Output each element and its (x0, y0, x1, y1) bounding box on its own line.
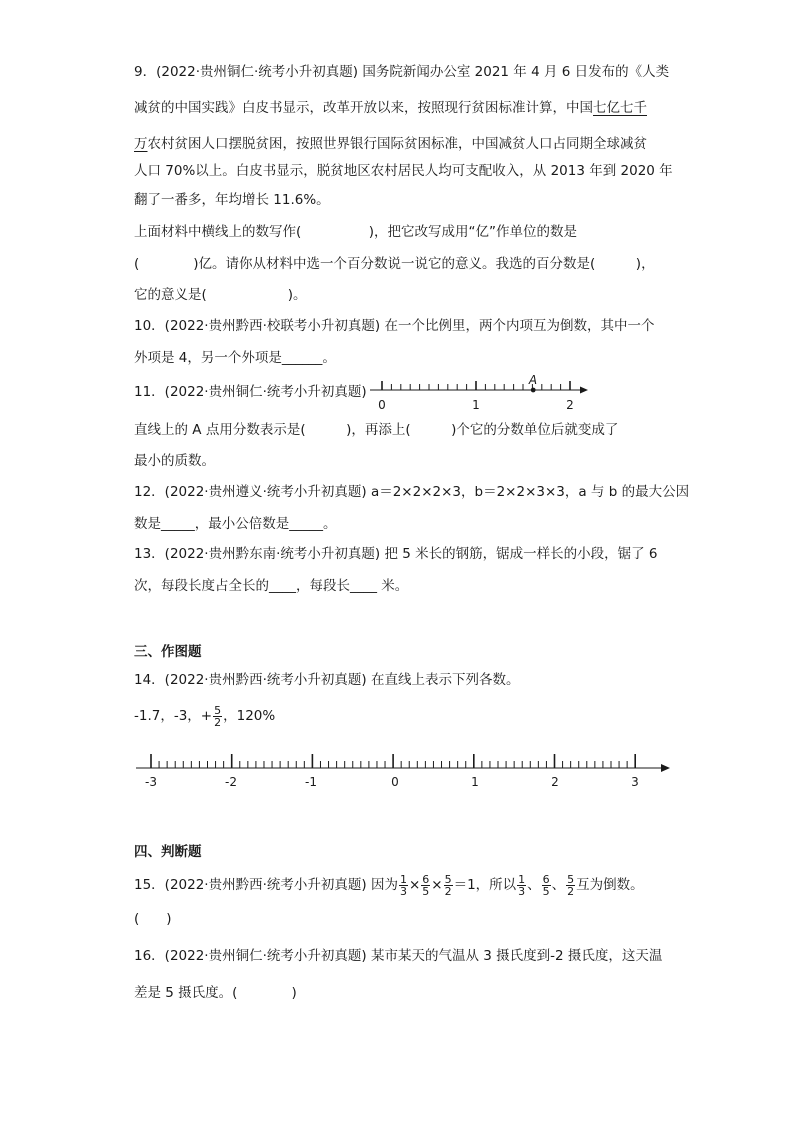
q15-frac-6-num: 5 (567, 872, 575, 886)
q15-frac-3 (444, 874, 453, 897)
q11-line2: 直线上的 A 点用分数表示是( )，再添上( )个它的分数单位后就变成了 (134, 422, 619, 438)
q12-line2: 数是_____，最小公倍数是_____。 (134, 516, 337, 532)
q15-frac-4 (517, 874, 526, 897)
q15-frac-1 (399, 874, 408, 897)
q9-line3 (134, 134, 647, 154)
q15-frac-1-num: 1 (399, 872, 407, 886)
q14-axis-label-neg1: -1 (305, 775, 317, 789)
q15-frac-5-den: 5 (542, 884, 550, 898)
q15-sep-1: 、 (527, 877, 541, 893)
q14-line1: 14．(2022·贵州黔西·统考小升初真题) 在直线上表示下列各数。 (134, 672, 520, 688)
q9-line4: 人口 70%以上。白皮书显示，脱贫地区农村居民人均可支配收入，从 2013 年到 2020 年 (134, 163, 673, 179)
q15-times-2: × (431, 877, 443, 893)
q14-axis-label-2: 2 (551, 775, 559, 789)
q16-line1: 16．(2022·贵州铜仁·统考小升初真题) 某市某天的气温从 3 摄氏度到-2 摄氏度，这天温 (134, 948, 663, 964)
q14-axis-label-neg2: -2 (225, 775, 237, 789)
q11-tick-label-1: 1 (472, 398, 480, 412)
q9-underlined-number-part1: 七亿七千 (593, 100, 647, 116)
q9-line7: ( )亿。请你从材料中选一个百分数说一说它的意义。我选的百分数是( )， (134, 256, 655, 272)
q10-line2: 外项是 4，另一个外项是______。 (134, 350, 336, 366)
q15-frac-3-num: 5 (444, 872, 452, 886)
q9-line1: 9．(2022·贵州铜仁·统考小升初真题) 国务院新闻办公室 2021 年 4 月 6 日发布的《人类 (134, 64, 670, 80)
q15-frac-6-den: 2 (567, 884, 575, 898)
q14-axis-label-neg3: -3 (145, 775, 157, 789)
q13-line2: 次，每段长度占全长的____，每段长____ 米。 (134, 578, 409, 594)
q14-axis-label-0: 0 (391, 775, 399, 789)
q14-fraction (213, 705, 222, 728)
q15-frac-4-den: 3 (518, 884, 526, 898)
q15-frac-5 (542, 874, 551, 897)
section-title-drawing: 三、作图题 (134, 644, 202, 660)
q13-line1: 13．(2022·贵州黔东南·统考小升初真题) 把 5 米长的钢筋，锯成一样长的小段，锯了 6 (134, 546, 658, 562)
q9-line3-text: 农村贫困人口摆脱贫困，按照世界银行国际贫困标准，中国减贫人口占同期全球减贫 (147, 136, 647, 152)
q15-suffix: 互为倒数。 (576, 877, 644, 893)
q14-numbers-prefix: -1.7，-3，+ (134, 708, 213, 724)
q14-fraction-numerator: 5 (214, 703, 222, 717)
q15-frac-5-num: 6 (542, 872, 550, 886)
q15-frac-6 (566, 874, 575, 897)
q10-line1: 10．(2022·贵州黔西·校联考小升初真题) 在一个比例里，两个内项互为倒数，其中一个 (134, 318, 655, 334)
q9-line2 (134, 98, 647, 118)
q9-line2-text: 减贫的中国实践》白皮书显示，改革开放以来，按照现行贫困标准计算，中国 (134, 100, 593, 116)
q9-line5: 翻了一番多，年均增长 11.6%。 (134, 192, 330, 208)
q16-line2: 差是 5 摄氏度。( ) (134, 985, 297, 1001)
q15-sep-2: 、 (551, 877, 566, 893)
q15-line1 (134, 872, 644, 898)
q15-times-1: × (408, 877, 421, 893)
q15-frac-2-num: 6 (422, 872, 430, 886)
q11-tick-label-0: 0 (378, 398, 386, 412)
q14-number-line (136, 742, 676, 790)
q15-frac-2 (421, 874, 430, 897)
q14-axis-label-3: 3 (631, 775, 639, 789)
q11-number-line (370, 374, 595, 414)
q9-line6: 上面材料中横线上的数写作( )，把它改写成用“亿”作单位的数是 (134, 224, 578, 240)
q11-point-a-label: A (528, 374, 538, 387)
q15-frac-3-den: 2 (444, 884, 452, 898)
q14-fraction-denominator: 2 (214, 715, 222, 729)
q15-answer-bracket: ( ) (134, 911, 172, 927)
section-title-judgement: 四、判断题 (134, 844, 202, 860)
q14-axis-label-1: 1 (471, 775, 479, 789)
q15-frac-4-num: 1 (518, 872, 526, 886)
q11-point-a (531, 388, 536, 393)
q14-numbers (134, 704, 275, 728)
q12-line1: 12．(2022·贵州遵义·统考小升初真题) a＝2×2×2×3，b＝2×2×3×3，a 与 b 的最大公因 (134, 484, 690, 500)
q11-line1: 11．(2022·贵州铜仁·统考小升初真题) (134, 384, 367, 400)
q11-line3: 最小的质数。 (134, 453, 215, 469)
q15-frac-1-den: 3 (399, 884, 407, 898)
q9-underlined-number-part2: 万 (134, 136, 148, 152)
q14-numbers-suffix: ，120% (223, 708, 276, 724)
q15-prefix: 15．(2022·贵州黔西·统考小升初真题) 因为 (134, 877, 398, 893)
q9-line8: 它的意义是( )。 (134, 287, 307, 303)
q15-equals: ＝1，所以 (453, 877, 517, 893)
q11-tick-label-2: 2 (566, 398, 574, 412)
q15-frac-2-den: 5 (422, 884, 430, 898)
